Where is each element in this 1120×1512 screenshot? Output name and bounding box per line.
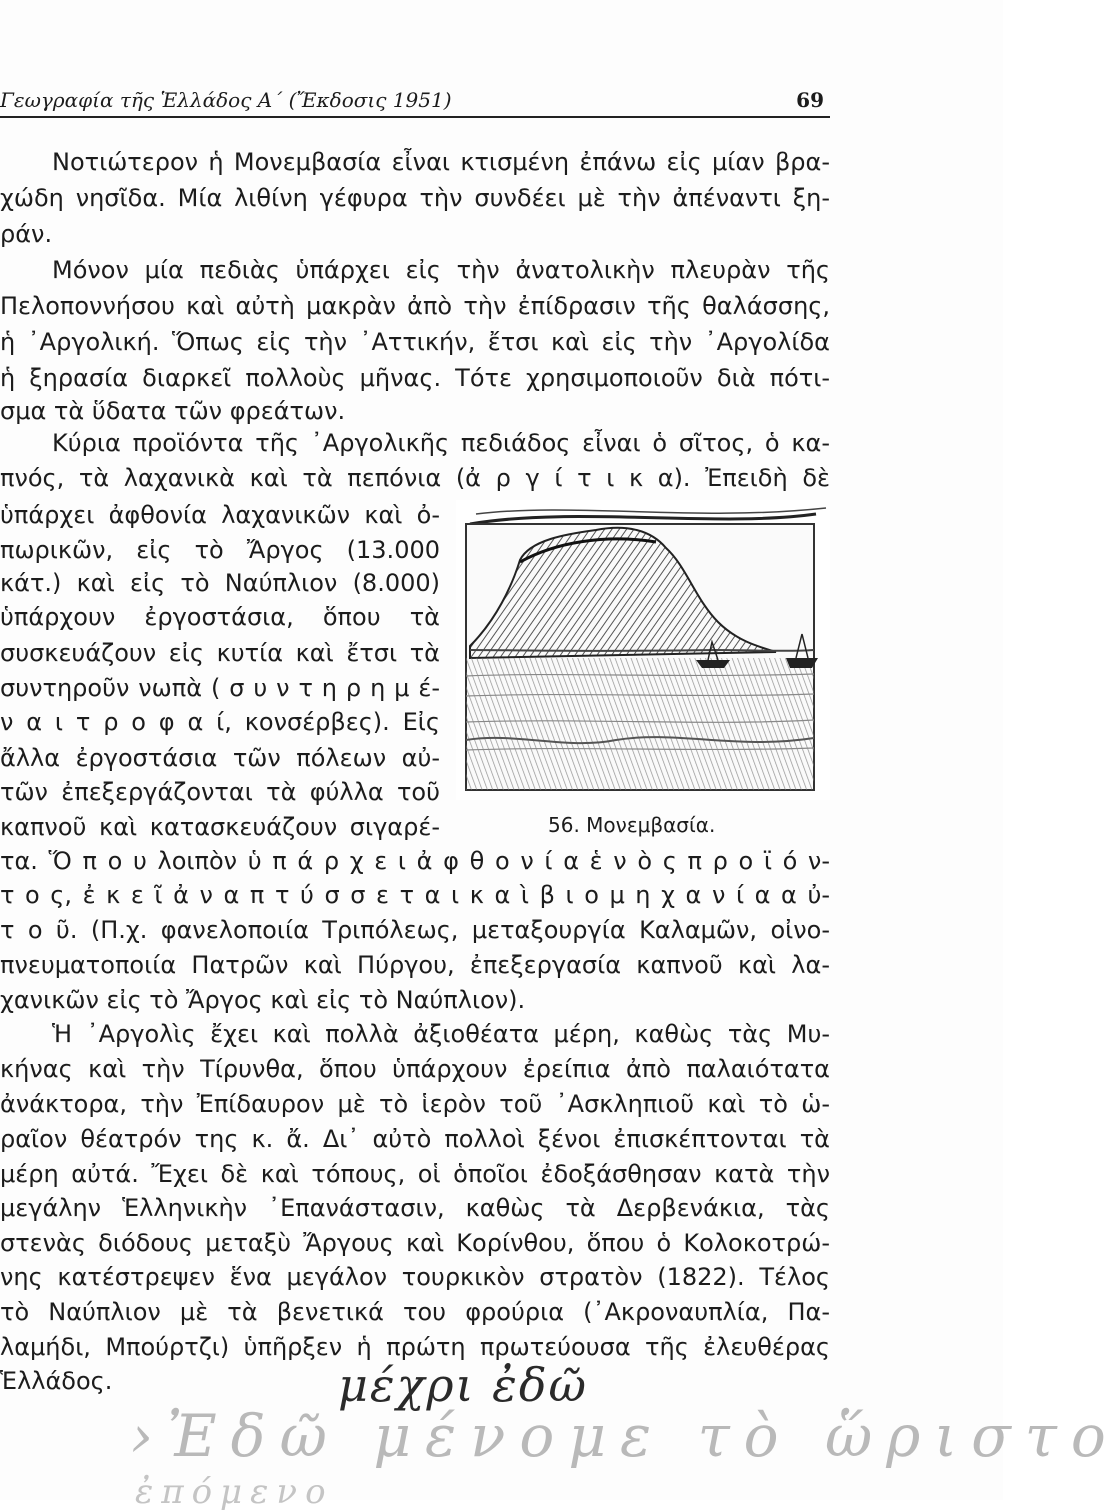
text-line: χώδη νησῖδα. Μία λιθίνη γέφυρα τὴν συνδέει μὲ τὴν ἀπέναντι ξη-	[0, 184, 830, 212]
handwritten-note-faint: ›Ἐδῶ μένομε τὸ ὥριστο	[130, 1402, 1120, 1470]
text-line: ὑπάρχουν ἐργοστάσια, ὅπου τὰ	[0, 603, 440, 631]
text-line: ἡ ᾿Αργολική. Ὅπως εἰς τὴν ᾿Αττικήν, ἔτσι καὶ εἰς τὴν ᾿Αργολίδα	[0, 328, 830, 356]
handwritten-note-dark: μέχρι ἐδῶ	[338, 1358, 589, 1412]
text-line: πωρικῶν, εἰς τὸ Ἄργος (13.000	[0, 536, 440, 564]
handwritten-note-faint-bottom: ἐπόμενο	[135, 1472, 334, 1512]
text-line: πνός, τὰ λαχανικὰ καὶ τὰ πεπόνια (ἀ ρ γ ί τ ι κ α). Ἐπειδὴ δὲ	[0, 464, 830, 492]
text-line: Ἡ ᾿Αργολὶς ἔχει καὶ πολλὰ ἀξιοθέατα μέρη, καθὼς τὰς Μυ-	[52, 1020, 830, 1048]
text-line: χανικῶν εἰς τὸ Ἄργος καὶ εἰς τὸ Ναύπλιον).	[0, 986, 526, 1014]
text-line: ραῖον θέατρόν της κ. ἄ. Δι᾿ αὐτὸ πολλοὶ ξένοι ἐπισκέπτονται τὰ	[0, 1125, 830, 1153]
figure-caption: 56. Μονεμβασία.	[548, 813, 716, 837]
text-line: ὑπάρχει ἀφθονία λαχανικῶν καὶ ὀ-	[0, 501, 440, 529]
monemvasia-illustration	[456, 500, 830, 800]
text-line: λαμήδι, Μπούρτζι) ὑπῆρξεν ἡ πρώτη πρωτεύουσα τῆς ἐλευθέρας	[0, 1333, 830, 1361]
text-line: κήνας καὶ τὴν Τίρυνθα, ὅπου ὑπάρχουν ἐρείπια ἀπὸ παλαιότατα	[0, 1055, 830, 1083]
text-line: ν α ι τ ρ ο φ α ί, κονσέρβες). Εἰς	[0, 708, 440, 736]
running-title: Γεωγραφία τῆς Ἑλλάδος Α΄ (Ἔκδοσις 1951)	[0, 88, 452, 112]
page-number: 69	[796, 88, 824, 112]
text-line: ἀνάκτορα, τὴν Ἐπίδαυρον μὲ τὸ ἱερὸν τοῦ ᾿Ασκληπιοῦ καὶ τὸ ὡ-	[0, 1090, 830, 1118]
running-header	[0, 86, 830, 118]
text-line: τῶν ἐπεξεργάζονται τὰ φύλλα τοῦ	[0, 778, 440, 806]
text-line: σμα τὰ ὕδατα τῶν φρεάτων.	[0, 397, 346, 425]
text-line: κάτ.) καὶ εἰς τὸ Ναύπλιον (8.000)	[0, 569, 440, 597]
text-line: συσκευάζουν εἰς κυτία καὶ ἔτσι τὰ	[0, 639, 440, 667]
text-line: νης κατέστρεψεν ἕνα μεγάλον τουρκικὸν στρατὸν (1822). Τέλος	[0, 1263, 830, 1291]
text-line: τὸ Ναύπλιον μὲ τὰ βενετικά του φρούρια (᾿Ακροναυπλία, Πα-	[0, 1298, 830, 1326]
text-line: ἡ ξηρασία διαρκεῖ πολλοὺς μῆνας. Τότε χρησιμοποιοῦν διὰ πότι-	[0, 364, 830, 392]
text-line: Μόνον μία πεδιὰς ὑπάρχει εἰς τὴν ἀνατολικὴν πλευρὰν τῆς	[52, 256, 830, 284]
text-line: ράν.	[0, 220, 53, 248]
text-line: Ἑλλάδος.	[0, 1367, 113, 1395]
text-line: Κύρια προϊόντα τῆς ᾿Αργολικῆς πεδιάδος εἶναι ὁ σῖτος, ὁ κα-	[52, 429, 830, 457]
text-line: τ ο ς, ἐ κ ε ῖ ἀ ν α π τ ύ σ σ ε τ α ι κ α ὶ β ι ο μ η χ α ν ί α α ὐ-	[0, 881, 830, 909]
text-line: Πελοποννήσου καὶ αὐτὴ μακρὰν ἀπὸ τὴν ἐπίδρασιν τῆς θαλάσσης,	[0, 292, 830, 320]
text-line: μεγάλην Ἑλληνικὴν ᾿Επανάστασιν, καθὼς τὰ Δερβενάκια, τὰς	[0, 1194, 830, 1222]
text-line: συντηροῦν νωπὰ ( σ υ ν τ η ρ η μ έ-	[0, 674, 440, 702]
text-line: Νοτιώτερον ἡ Μονεμβασία εἶναι κτισμένη ἐπάνω εἰς μίαν βρα-	[52, 148, 830, 176]
text-line: τα. Ὅ π ο υ λοιπὸν ὑ π ά ρ χ ε ι ἀ φ θ ο ν ί α ἑ ν ὸ ς π ρ ο ϊ ό ν-	[0, 847, 830, 875]
text-line: ἄλλα ἐργοστάσια τῶν πόλεων αὐ-	[0, 744, 440, 772]
text-line: στενὰς διόδους μεταξὺ Ἄργους καὶ Κορίνθου, ὅπου ὁ Κολοκοτρώ-	[0, 1229, 830, 1257]
text-line: τ ο ῦ. (Π.χ. φανελοποιία Τριπόλεως, μεταξουργία Καλαμῶν, οἰνο-	[0, 916, 830, 944]
text-line: μέρη αὐτά. Ἔχει δὲ καὶ τόπους, οἱ ὁποῖοι ἐδοξάσθησαν κατὰ τὴν	[0, 1160, 830, 1188]
text-line: πνευματοποιία Πατρῶν καὶ Πύργου, ἐπεξεργασία καπνοῦ καὶ λα-	[0, 951, 830, 979]
text-line: καπνοῦ καὶ κατασκευάζουν σιγαρέ-	[0, 813, 440, 841]
